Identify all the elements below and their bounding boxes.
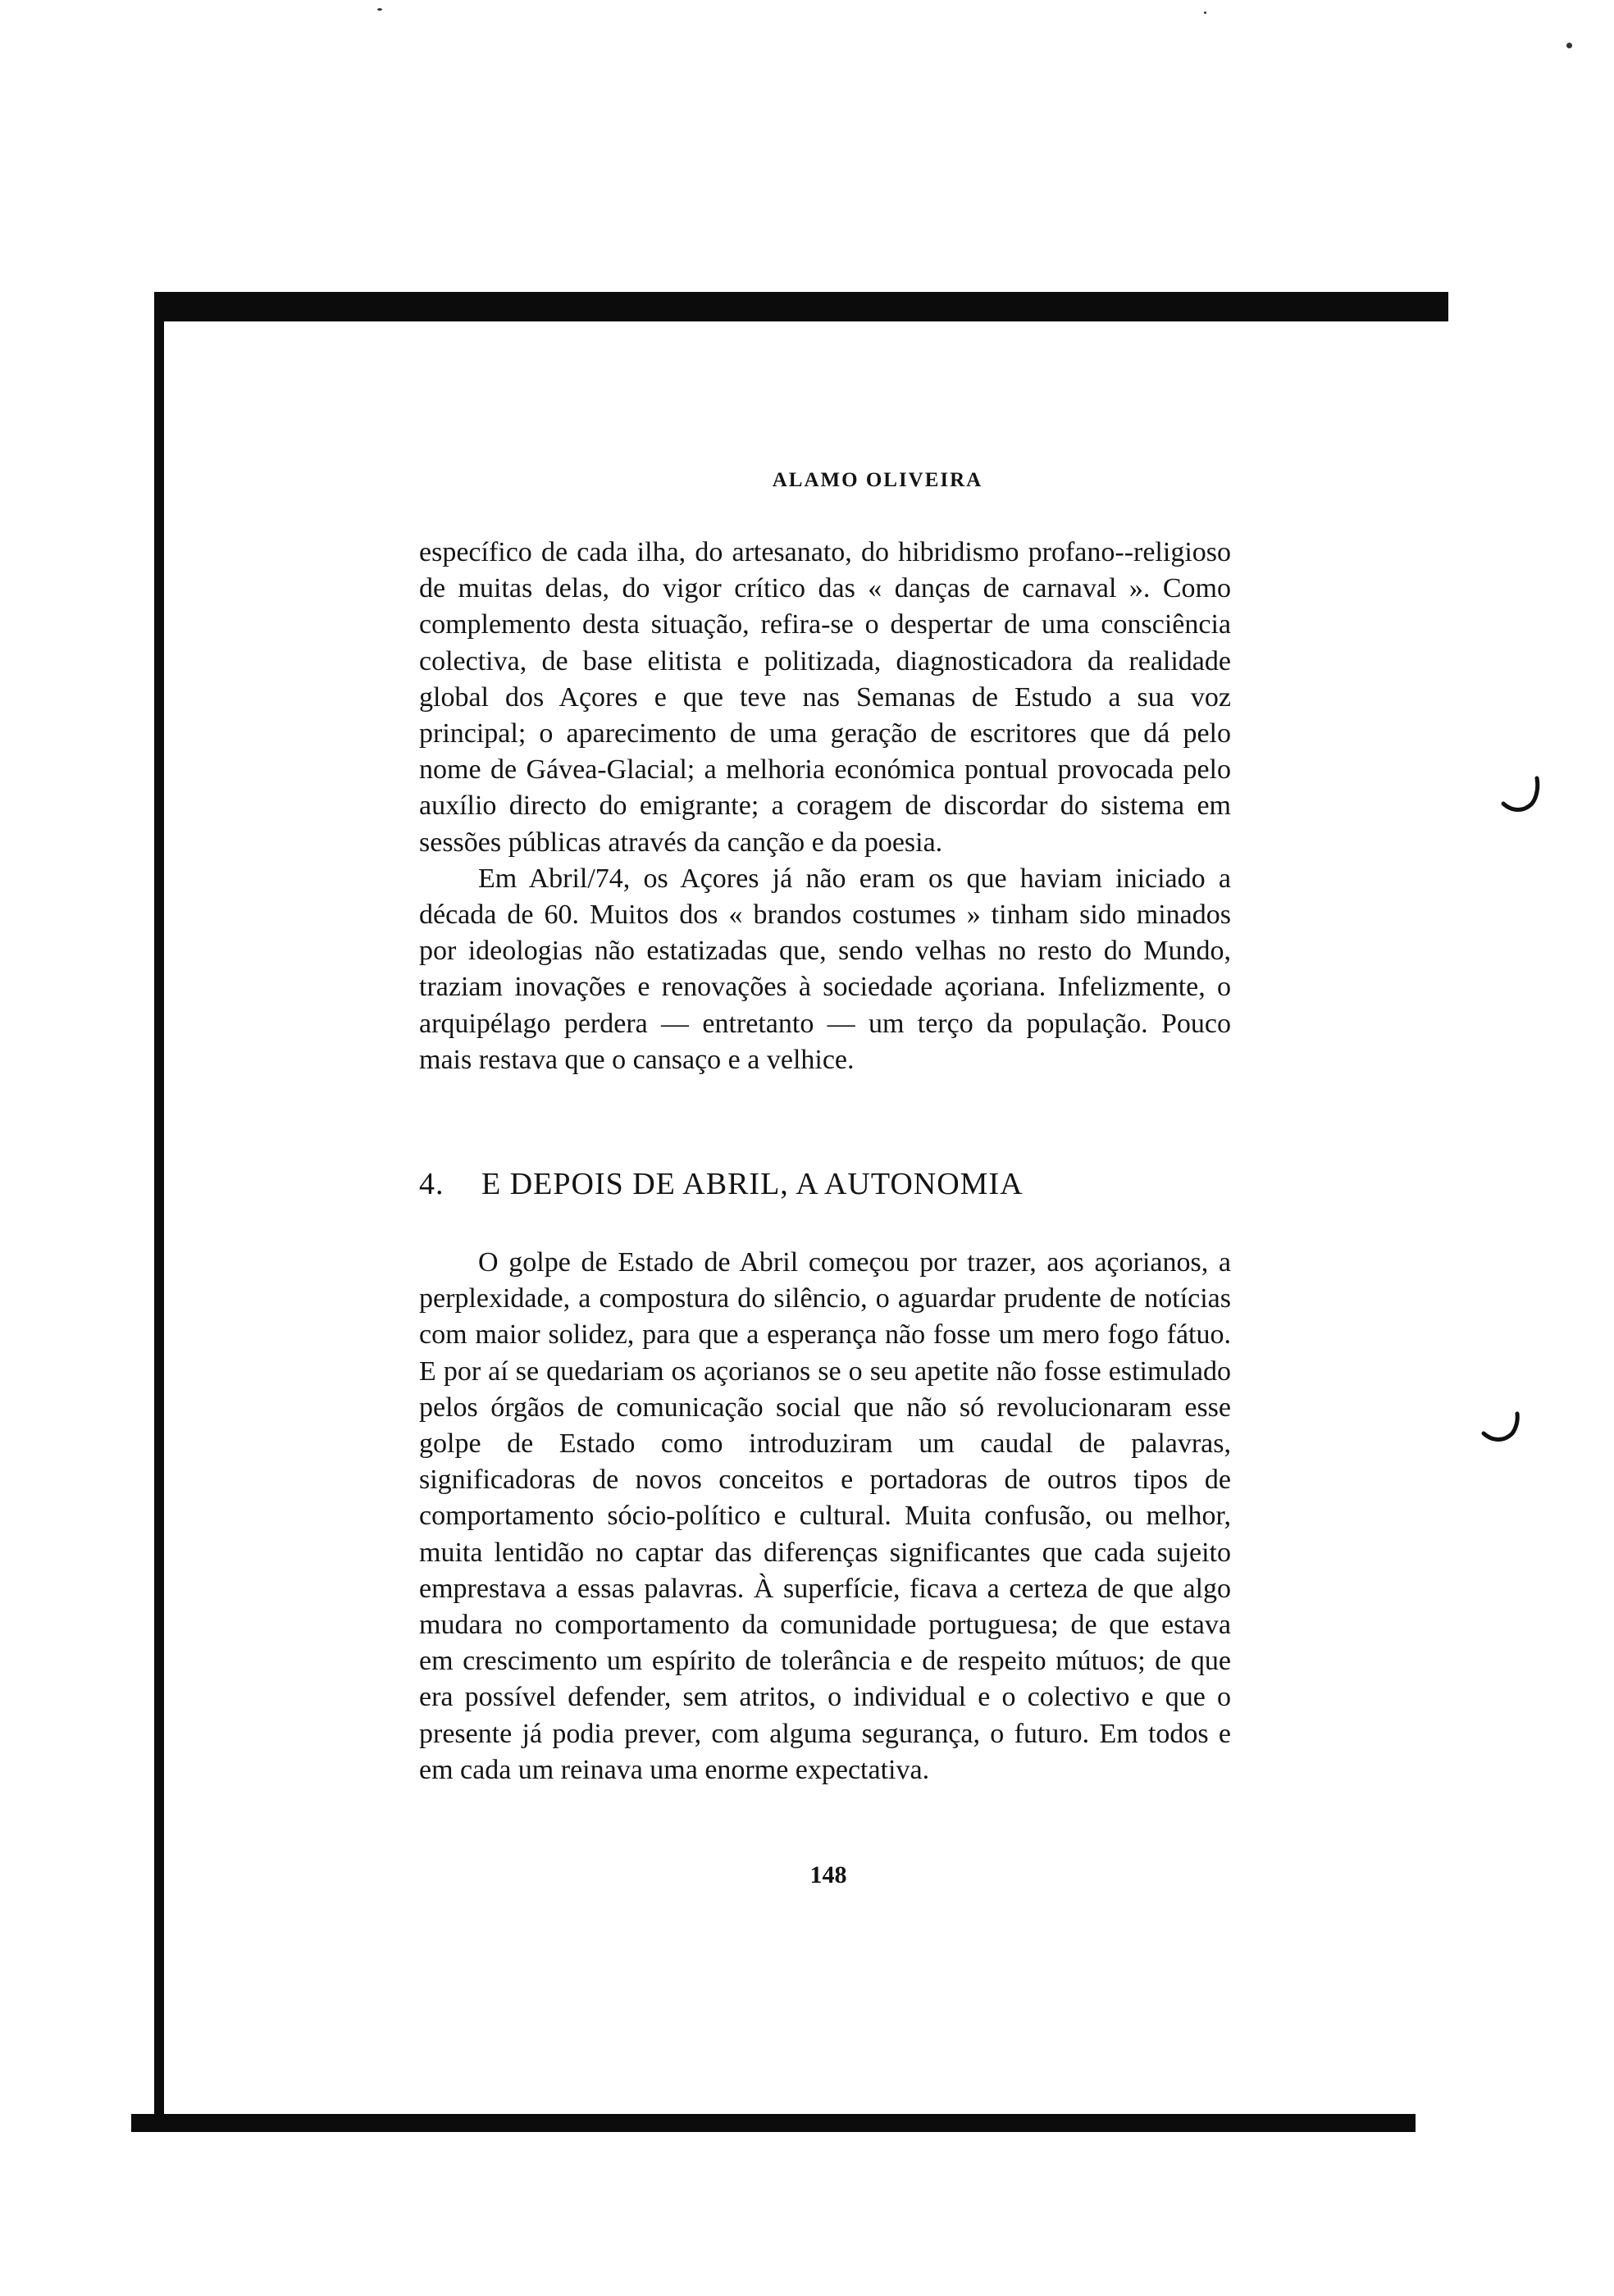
body-text-section [419,1245,1231,1788]
section-number: 4. [419,1167,445,1201]
page-number: 148 [809,1861,847,1888]
section-title: E DEPOIS DE ABRIL, A AUTONOMIA [481,1167,1024,1201]
checkmark-margin-icon [1481,1409,1522,1448]
scan-speck [1566,43,1572,48]
paragraph: específico de cada ilha, do artesanato, do hibridismo profano--religioso de muitas delas, do vigor crítico das « danças de carnaval ». Como complemento desta situação, refira-se o despertar de uma consciência colectiva, de base elitista e politizada, diagnosticadora da realidade global dos Açores e que teve nas Semanas de Estudo a sua voz principal; o aparecimento de uma geração de escritores que dá pelo nome de Gávea-Glacial; a melhoria económica pontual provocada pelo auxílio directo do emigrante; a coragem de discordar do sistema em sessões públicas através da canção e da poesia. [419,537,1231,858]
section-heading [419,1166,1024,1202]
paragraph: O golpe de Estado de Abril começou por trazer, aos açorianos, a perplexidade, a compostura do silêncio, o aguardar prudente de notícias com maior solidez, para que a esperança não fosse um mero fogo fátuo. E por aí se quedariam os açorianos se o seu apetite não fosse estimulado pelos órgãos de comunicação social que não só revolucionaram esse golpe de Estado como introduziram um caudal de palavras, significadoras de novos conceitos e portadoras de outros tipos de comportamento sócio-político e cultural. Muita confusão, ou melhor, muita lentidão no captar das diferenças significantes que cada sujeito emprestava a essas palavras. À superfície, ficava a certeza de que algo mudara no comportamento da comunidade portuguesa; de que estava em crescimento um espírito de tolerância e de respeito mútuos; de que era possível defender, sem atritos, o individual e o colectivo e que o presente já podia prever, com alguma segurança, o futuro. Em todos e em cada um reinava uma enorme expectativa. [419,1247,1231,1785]
running-head: ALAMO OLIVEIRA [772,469,983,491]
scan-border-bottom [131,2114,1416,2132]
scan-speck [377,8,382,11]
scan-border-top [154,292,1448,321]
paragraph: Em Abril/74, os Açores já não eram os que haviam iniciado a década de 60. Muitos dos « brandos costumes » tinham sido minados por ideologias não estatizadas que, sendo velhas no resto do Mundo, traziam inovações e renovações à sociedade açoriana. Infelizmente, o arquipélago perdera — entretanto — um terço da população. Pouco mais restava que o cansaço e a velhice. [419,863,1231,1075]
scan-speck [1204,11,1206,14]
checkmark-margin-icon [1501,776,1542,815]
body-text-before-section [419,535,1231,1078]
scan-border-left [154,292,164,2129]
